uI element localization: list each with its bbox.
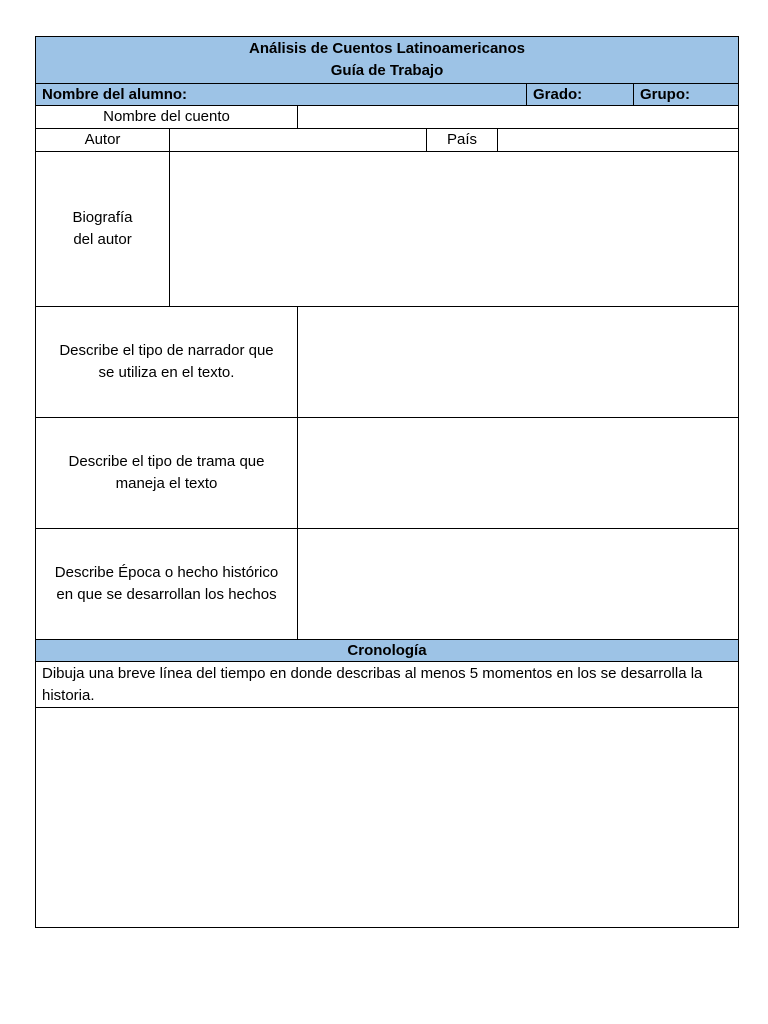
story-name-field[interactable] bbox=[297, 106, 738, 128]
country-field[interactable] bbox=[497, 129, 738, 151]
epoch-question-row bbox=[36, 529, 738, 640]
plot-answer-field[interactable] bbox=[297, 418, 738, 528]
biography-row bbox=[36, 152, 738, 307]
narrator-question-line2: se utiliza en el texto. bbox=[98, 364, 235, 381]
group-field[interactable] bbox=[633, 84, 738, 105]
story-name-row bbox=[36, 106, 738, 129]
title-header bbox=[36, 37, 738, 84]
plot-question-line1: Describe el tipo de trama que bbox=[68, 453, 265, 470]
author-row bbox=[36, 129, 738, 152]
biography-field[interactable] bbox=[169, 152, 738, 306]
chronology-title: Cronología bbox=[347, 641, 427, 659]
narrator-question-line1: Describe el tipo de narrador que bbox=[59, 342, 274, 359]
plot-question-row bbox=[36, 418, 738, 529]
timeline-drawing-area[interactable] bbox=[36, 708, 738, 927]
student-info-row bbox=[36, 84, 738, 106]
narrator-answer-field[interactable] bbox=[297, 307, 738, 417]
group-label: Grupo: bbox=[640, 85, 690, 103]
worksheet-subtitle: Guía de Trabajo bbox=[330, 62, 444, 79]
chronology-header bbox=[36, 640, 738, 662]
grade-field[interactable] bbox=[526, 84, 633, 105]
grade-label: Grado: bbox=[533, 85, 583, 103]
plot-question-line2: maneja el texto bbox=[115, 475, 218, 492]
epoch-answer-field[interactable] bbox=[297, 529, 738, 639]
chronology-instruction-row bbox=[36, 662, 738, 708]
biography-label-line2: del autor bbox=[73, 231, 132, 248]
story-name-label: Nombre del cuento bbox=[103, 108, 230, 125]
chronology-instruction: Dibuja una breve línea del tiempo en donde describas al menos 5 momentos en los se desarrolla la historia. bbox=[42, 664, 703, 704]
epoch-question-line2: en que se desarrollan los hechos bbox=[56, 586, 277, 603]
worksheet bbox=[35, 36, 739, 928]
author-field[interactable] bbox=[169, 129, 426, 151]
country-label: País bbox=[446, 131, 477, 148]
student-name-label: Nombre del alumno: bbox=[42, 85, 188, 103]
biography-label-line1: Biografía bbox=[72, 209, 133, 226]
worksheet-title: Análisis de Cuentos Latinoamericanos bbox=[249, 40, 525, 57]
author-label: Autor bbox=[84, 131, 121, 148]
student-name-field[interactable] bbox=[36, 84, 526, 105]
narrator-question-row bbox=[36, 307, 738, 418]
epoch-question-line1: Describe Época o hecho histórico bbox=[54, 564, 279, 581]
